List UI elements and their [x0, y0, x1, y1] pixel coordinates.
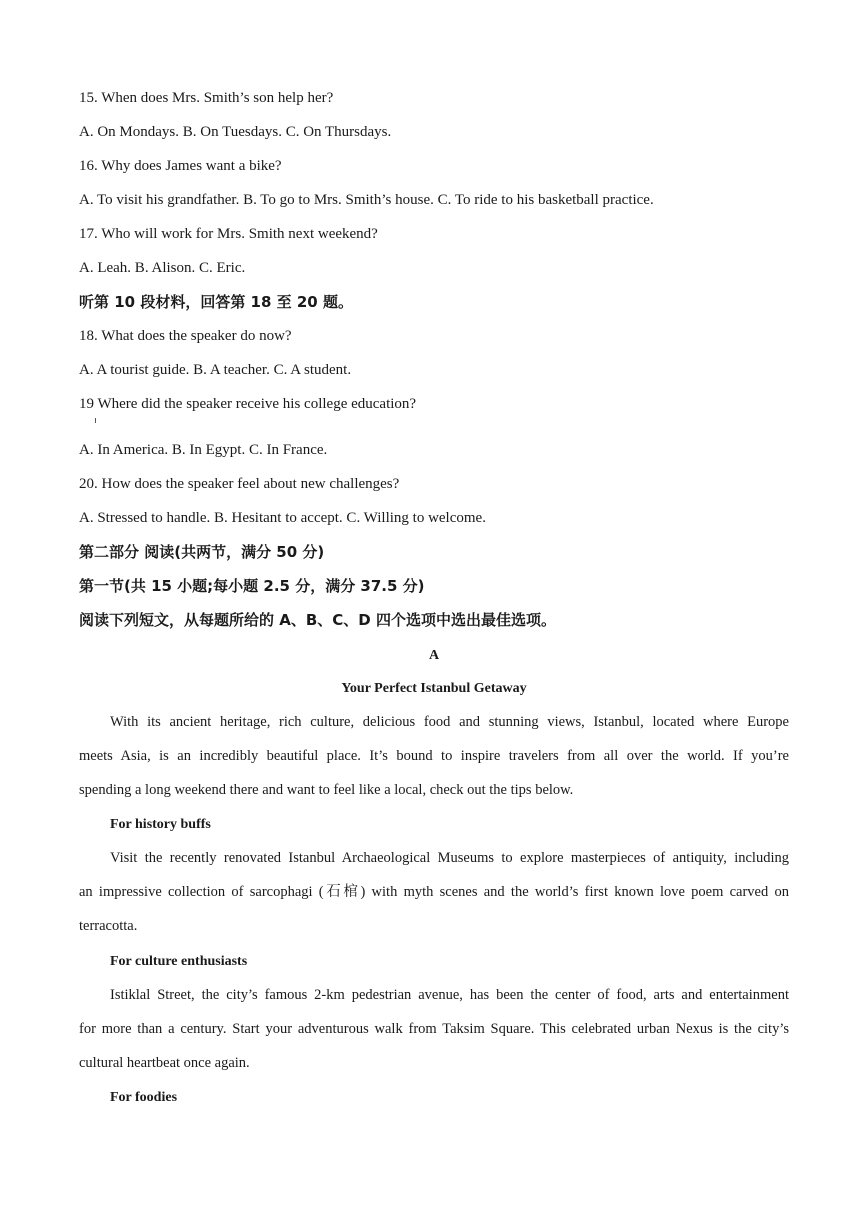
foodies-heading: For foodies	[110, 1090, 178, 1105]
history-heading: For history buffs	[110, 817, 211, 832]
intro-line-1: With its ancient heritage, rich culture, delicious food and stunning views, Istanbul, located where Europe	[110, 714, 789, 730]
history-line-3: terracotta.	[79, 918, 138, 934]
history-paragraph	[79, 841, 789, 943]
part-2-heading: 第二部分 阅读(共两节，满分 50 分)	[79, 543, 325, 561]
question-19-options: A. In America. B. In Egypt. C. In France.	[79, 442, 328, 458]
culture-line-3: cultural heartbeat once again.	[79, 1055, 250, 1071]
intro-line-2: meets Asia, is an incredibly beautiful place. It’s bound to inspire travelers from all over the world. If you’re	[79, 748, 789, 764]
passage-title: Your Perfect Istanbul Getaway	[341, 681, 527, 696]
question-17-options: A. Leah. B. Alison. C. Eric.	[79, 260, 246, 276]
reading-instruction: 阅读下列短文，从每题所给的 A、B、C、D 四个选项中选出最佳选项。	[79, 611, 556, 629]
question-16-options: A. To visit his grandfather. B. To go to Mrs. Smith’s house. C. To ride to his basketball practice.	[79, 192, 654, 208]
culture-paragraph	[79, 978, 789, 1080]
intro-paragraph	[79, 705, 789, 807]
culture-line-1: Istiklal Street, the city’s famous 2-km pedestrian avenue, has been the center of food, arts and entertainment	[110, 987, 789, 1003]
question-20-options: A. Stressed to handle. B. Hesitant to accept. C. Willing to welcome.	[79, 510, 486, 526]
print-mark	[95, 418, 96, 423]
section-10-instruction: 听第 10 段材料，回答第 18 至 20 题。	[79, 293, 353, 311]
passage-letter: A	[428, 648, 440, 663]
question-15: 15. When does Mrs. Smith’s son help her?	[79, 90, 334, 106]
section-1-heading: 第一节(共 15 小题;每小题 2.5 分，满分 37.5 分)	[79, 577, 425, 595]
question-19: 19 Where did the speaker receive his college education?	[79, 396, 417, 412]
question-15-options: A. On Mondays. B. On Tuesdays. C. On Thursdays.	[79, 124, 392, 140]
question-18-options: A. A tourist guide. B. A teacher. C. A student.	[79, 362, 352, 378]
history-line-2: an impressive collection of sarcophagi (石棺) with myth scenes and the world’s first known love poem carved on	[79, 884, 789, 900]
culture-line-2: for more than a century. Start your adventurous walk from Taksim Square. This celebrated urban Nexus is the city’s	[79, 1021, 789, 1037]
question-17: 17. Who will work for Mrs. Smith next weekend?	[79, 226, 378, 242]
question-16: 16. Why does James want a bike?	[79, 158, 282, 174]
question-20: 20. How does the speaker feel about new challenges?	[79, 476, 400, 492]
history-line-1: Visit the recently renovated Istanbul Archaeological Museums to explore masterpieces of antiquity, including	[110, 850, 789, 866]
question-18: 18. What does the speaker do now?	[79, 328, 292, 344]
culture-heading: For culture enthusiasts	[110, 954, 248, 969]
intro-line-3: spending a long weekend there and want to feel like a local, check out the tips below.	[79, 782, 574, 798]
